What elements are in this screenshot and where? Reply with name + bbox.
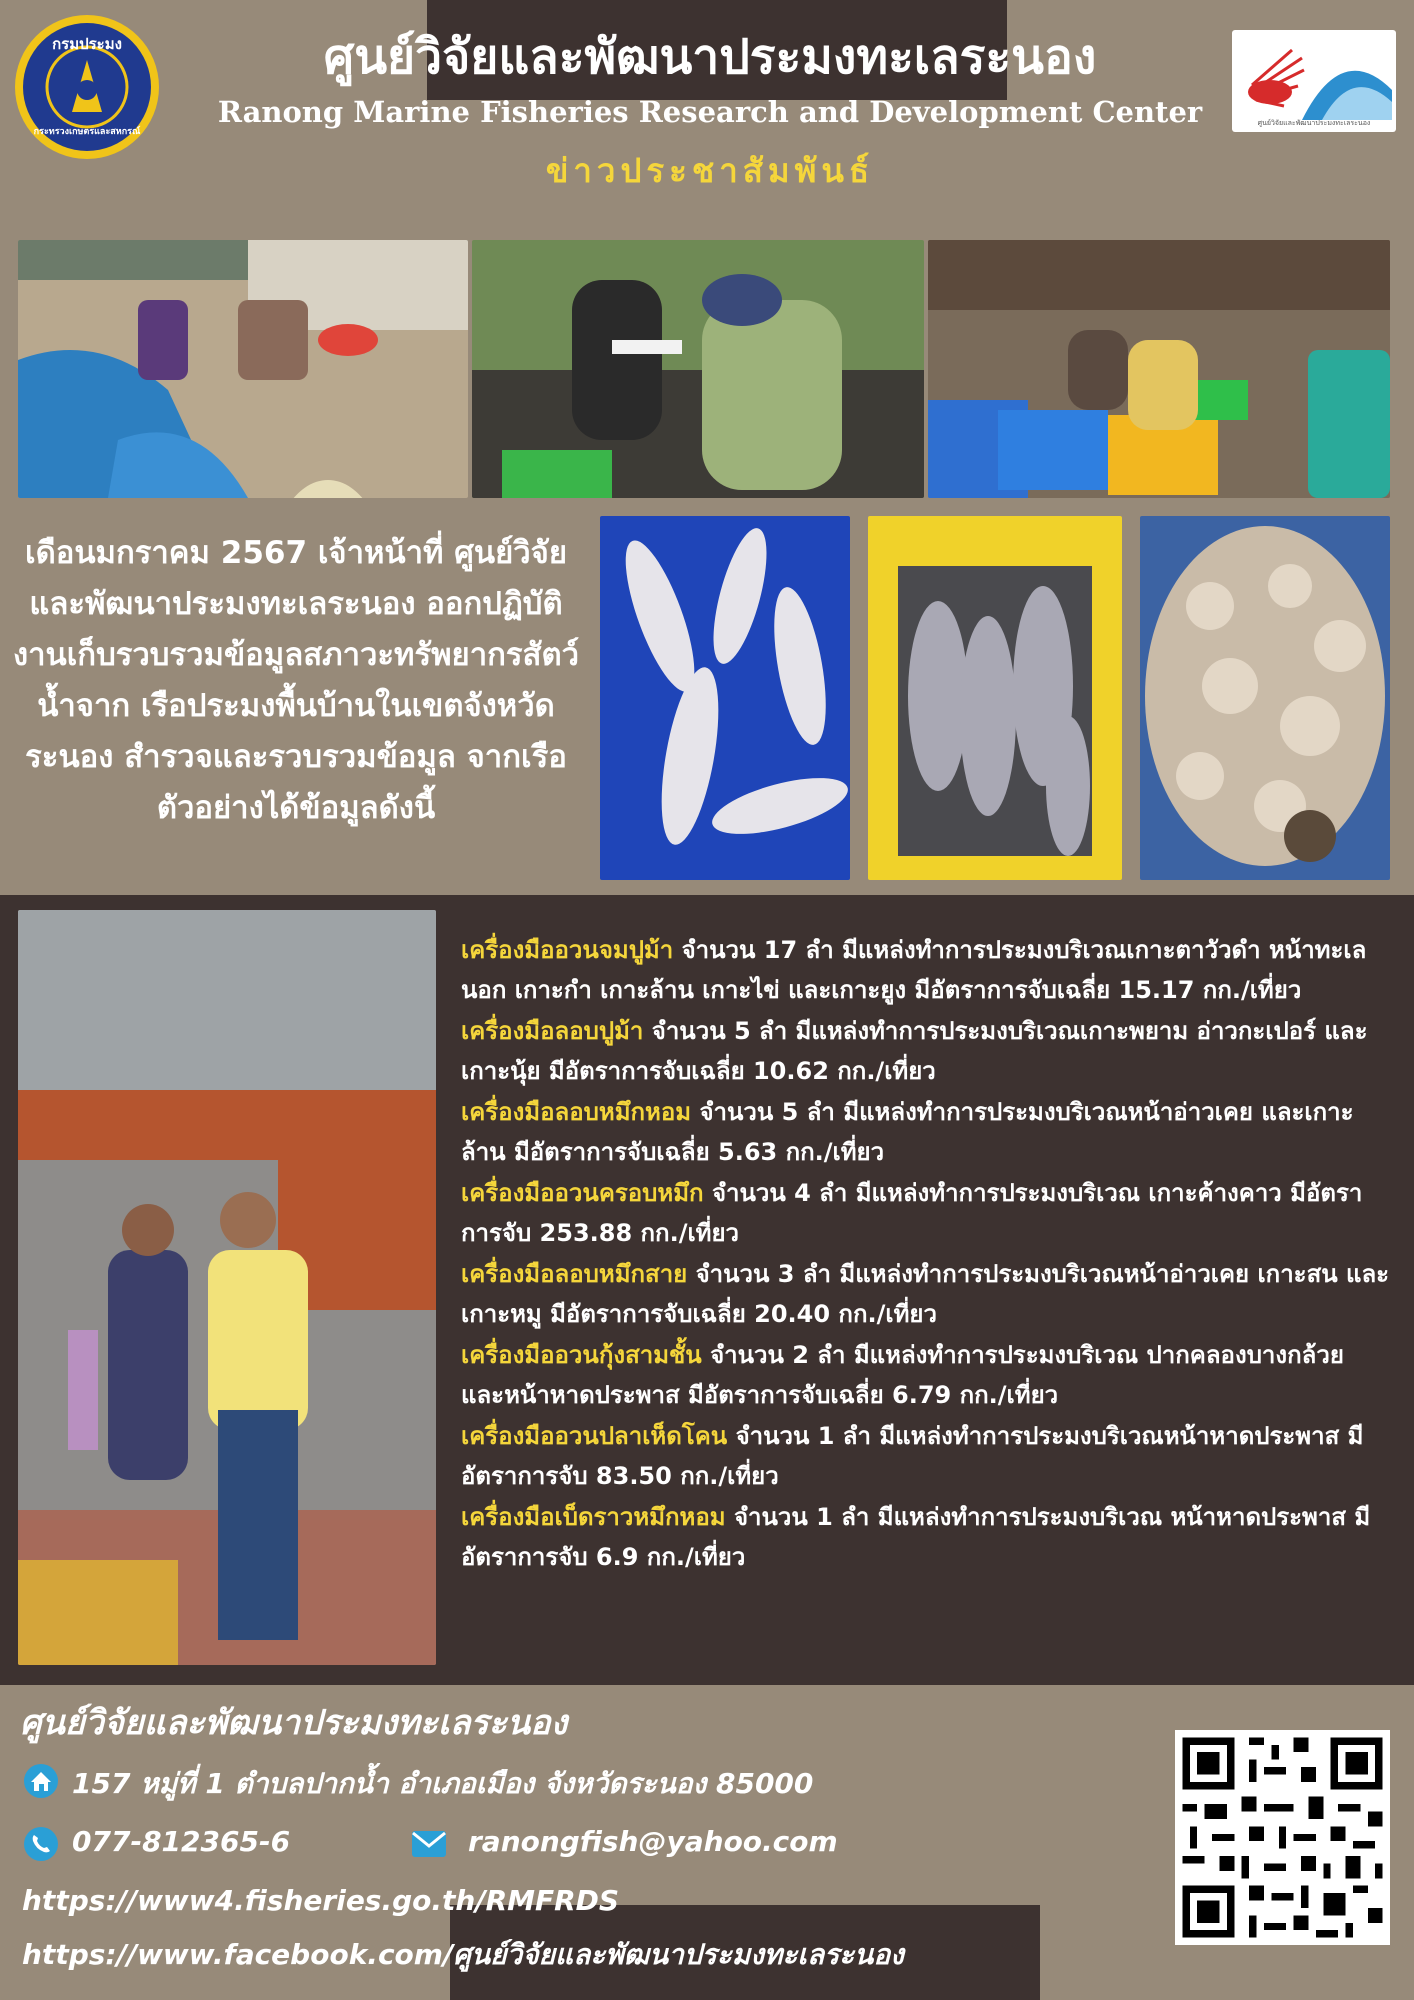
finding-gear: เครื่องมืออวนกุ้งสามชั้น [461, 1341, 702, 1369]
photo-octopus-pile [1140, 516, 1390, 880]
finding-detail: จำนวน 1 ลำ มีแหล่งทำการประมงบริเวณหน้าหาดประพาส มีอัตราการจับ 83.50 กก./เที่ยว [461, 1422, 1364, 1490]
footer-email[interactable]: ranongfish@yahoo.com [468, 1825, 838, 1858]
title-thai: ศูนย์วิจัยและพัฒนาประมงทะเลระนอง [323, 29, 1097, 85]
title-english: Ranong Marine Fisheries Research and Development Center [217, 95, 1203, 129]
finding-gear: เครื่องมือเบ็ดราวหมึกหอม [461, 1503, 726, 1531]
finding-detail: จำนวน 2 ลำ มีแหล่งทำการประมงบริเวณ ปากคลองบางกล้วย และหน้าหาดประพาส มีอัตราการจับเฉลี่ย 6.79 กก./เที่ยว [461, 1341, 1344, 1409]
phone-icon [22, 1825, 60, 1863]
photo-squid-blue-basket [600, 516, 850, 880]
press-release-label: ข่าวประชาสัมพันธ์ [545, 151, 875, 190]
finding-detail: จำนวน 4 ลำ มีแหล่งทำการประมงบริเวณ เกาะค้างคาว มีอัตราการจับ 253.88 กก./เที่ยว [461, 1179, 1363, 1247]
finding-item [461, 1416, 1391, 1496]
qr-code[interactable] [1175, 1730, 1390, 1945]
finding-gear: เครื่องมืออวนครอบหมึก [461, 1179, 704, 1207]
finding-gear: เครื่องมือลอบหมึกสาย [461, 1260, 688, 1288]
photo-officer-interview [18, 910, 436, 1665]
finding-item [461, 1173, 1391, 1253]
finding-detail: จำนวน 3 ลำ มีแหล่งทำการประมงบริเวณหน้าอ่าวเคย เกาะสน และเกาะหมู มีอัตราการจับเฉลี่ย 20.40 กก./เที่ยว [461, 1260, 1390, 1328]
intro-paragraph: เดือนมกราคม 2567 เจ้าหน้าที่ ศูนย์วิจัยและพัฒนาประมงทะเลระนอง ออกปฏิบัติงานเก็บรวบรวมข้อมูลสภาวะทรัพยากรสัตว์น้ำจาก เรือประมงพื้นบ้านในเขตจังหวัด ระนอง สำรวจและรวบรวมข้อมูล จากเรือตัวอย่างได้ข้อมูลดังนี้ [12, 535, 580, 826]
findings-list [461, 930, 1391, 1578]
logo-text-bottom: กระทรวงเกษตรและสหกรณ์ [33, 127, 141, 137]
home-icon [22, 1762, 60, 1800]
footer-org-name: ศูนย์วิจัยและพัฒนาประมงทะเลระนอง [20, 1703, 568, 1743]
footer-phone[interactable]: 077-812365-6 [72, 1825, 291, 1858]
footer-website-link[interactable]: https://www4.fisheries.go.th/RMFRDS [22, 1884, 620, 1917]
finding-gear: เครื่องมืออวนปลาเห็ดโคน [461, 1422, 728, 1450]
finding-detail: จำนวน 5 ลำ มีแหล่งทำการประมงบริเวณเกาะพยาม อ่าวกะเปอร์ และเกาะนุ้ย มีอัตราการจับเฉลี่ย 10.62 กก./เที่ยว [461, 1017, 1368, 1085]
finding-item [461, 930, 1391, 1010]
finding-detail: จำนวน 1 ลำ มีแหล่งทำการประมงบริเวณ หน้าหาดประพาส มีอัตราการจับ 6.9 กก./เที่ยว [461, 1503, 1371, 1571]
logo-text-top: กรมประมง [52, 35, 122, 53]
department-of-fisheries-logo [12, 12, 162, 162]
photo-squid-yellow-basket [868, 516, 1122, 880]
finding-detail: จำนวน 17 ลำ มีแหล่งทำการประมงบริเวณเกาะตาวัวดำ หน้าทะเลนอก เกาะกำ เกาะล้าน เกาะไข่ และเกาะยูง มีอัตราการจับเฉลี่ย 15.17 กก./เที่ยว [461, 936, 1367, 1004]
finding-gear: เครื่องมือลอบหมึกหอม [461, 1098, 692, 1126]
finding-item [461, 1497, 1391, 1577]
finding-gear: เครื่องมืออวนจมปูม้า [461, 936, 674, 964]
photo-sorting-catch [928, 240, 1390, 498]
finding-detail: จำนวน 5 ลำ มีแหล่งทำการประมงบริเวณหน้าอ่าวเคย และเกาะล้าน มีอัตราการจับเฉลี่ย 5.63 กก./เที่ยว [461, 1098, 1354, 1166]
photo-staff-recording [472, 240, 924, 498]
email-icon [410, 1825, 448, 1863]
finding-item [461, 1254, 1391, 1334]
finding-item [461, 1092, 1391, 1172]
photo-fishermen-nets [18, 240, 468, 498]
center-logo-caption: ศูนย์วิจัยและพัฒนาประมงทะเลระนอง [1257, 119, 1371, 127]
finding-gear: เครื่องมือลอบปูม้า [461, 1017, 644, 1045]
finding-item [461, 1011, 1391, 1091]
footer-facebook-link[interactable]: https://www.facebook.com/ศูนย์วิจัยและพัฒนาประมงทะเลระนอง [22, 1938, 904, 1971]
finding-item [461, 1335, 1391, 1415]
footer-address: 157 หมู่ที่ 1 ตำบลปากน้ำ อำเภอเมือง จังหวัดระนอง 85000 [72, 1767, 814, 1800]
